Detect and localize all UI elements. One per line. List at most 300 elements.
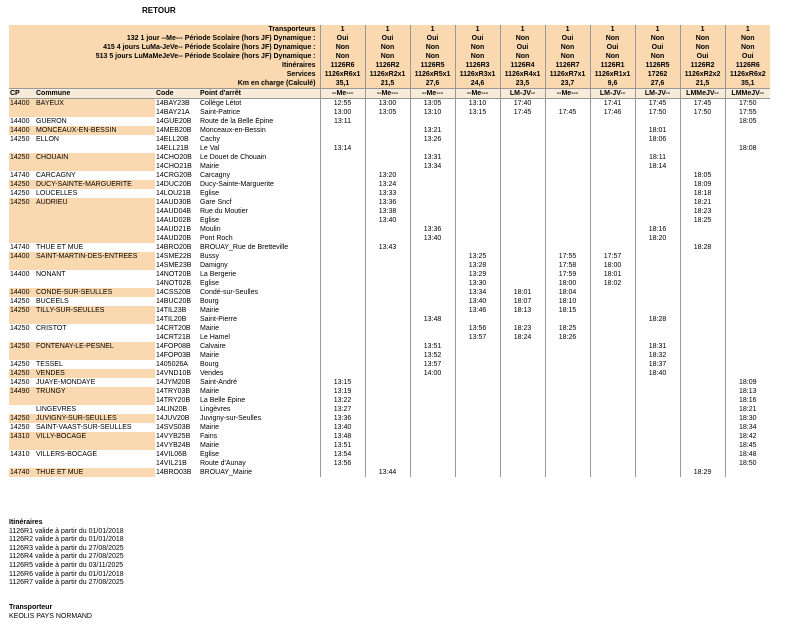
cell-time [455,216,500,225]
cell-commune: TILLY-SUR-SEULLES [35,306,155,315]
cell-code: 14CRT21B [156,333,191,341]
header-value: Non [320,52,365,61]
cell-time [410,459,455,468]
cell-time [410,450,455,459]
cell-time [590,423,635,432]
cell-time [725,135,770,144]
header-value: 1 [680,25,725,34]
cell-code: 14VIL06B [156,450,187,458]
cell-time [590,297,635,306]
table-row [9,180,770,189]
cell-time [590,342,635,351]
cell-time [320,135,365,144]
header-value: Non [365,43,410,52]
cell-time [320,324,365,333]
cell-time [680,306,725,315]
cell-code: 14CHO21B [156,162,192,170]
cell-time [680,450,725,459]
cell-time: 18:42 [725,432,770,441]
table-row [9,333,770,342]
cell-time [500,270,545,279]
cell-time: 18:05 [680,171,725,180]
cell-time: 18:48 [725,450,770,459]
cell-time [500,252,545,261]
cell-time [455,387,500,396]
cell-code: 14LOU21B [156,189,191,197]
cell-time [725,162,770,171]
cell-time [545,351,590,360]
cell-time: 18:13 [725,387,770,396]
cell-time [545,315,590,324]
cell-time: 13:25 [455,252,500,261]
cell-cp: 14400 [9,252,35,261]
header-value: 1126xR5x1 [410,70,455,79]
cell-cp: 14250 [9,306,35,315]
table-row [9,387,770,396]
cell-stop: Bourg [200,297,219,305]
header-value: 1126xR6x1 [320,70,365,79]
cell-time [635,441,680,450]
cell-time [680,387,725,396]
cell-time: 18:10 [545,297,590,306]
cell-cp: 14400 [9,288,35,297]
cell-time: 13:21 [410,126,455,135]
cell-time [590,162,635,171]
cell-time [725,369,770,378]
cell-commune [35,459,155,468]
header-value: 9,6 [590,79,635,89]
header-value: Non [500,34,545,43]
cell-time: 13:34 [410,162,455,171]
cell-stop: Mairie [200,306,220,314]
cell-stop: Saint-André [200,378,237,386]
cell-stop: Le Douet de Chouain [200,153,267,161]
cell-time [635,423,680,432]
cell-time [500,468,545,477]
cell-time [635,414,680,423]
cell-time [590,288,635,297]
cell-time [410,297,455,306]
cell-time [725,288,770,297]
cell-commune: LINGEVRES [36,405,77,413]
cell-time: 18:05 [725,117,770,126]
cell-commune: BUCEELS [36,297,69,305]
column-days: --Me--- [410,89,455,99]
cell-time [320,306,365,315]
cell-time: 13:24 [365,180,410,189]
cell-time: 18:24 [500,333,545,342]
table-row [9,234,770,243]
cell-time [320,270,365,279]
cell-time [410,144,455,153]
cell-time [365,450,410,459]
header-value: Non [590,34,635,43]
header-value: Non [410,43,455,52]
cell-time [725,234,770,243]
cell-cp: 14400 [10,270,30,278]
cell-stop: Cachy [200,135,220,143]
cell-stop: Juvigny-sur-Seulles [200,414,262,422]
cell-time [635,450,680,459]
cell-commune: CHOUAIN [35,153,155,162]
cell-commune: VENDES [35,369,155,378]
cell-cp: 14400 [9,99,35,109]
header-value: 1 [365,25,410,34]
cell-time: 13:40 [410,234,455,243]
header-value: Oui [455,34,500,43]
cell-time: 13:56 [455,324,500,333]
cell-time [725,252,770,261]
cell-time [320,279,365,288]
cell-time: 18:37 [635,360,680,369]
cell-commune [35,351,155,360]
cell-time [365,261,410,270]
cell-time: 18:15 [545,306,590,315]
cell-code: 14AUD02B [156,216,192,224]
itineraires-list [9,528,124,588]
cell-time [680,153,725,162]
cell-time [500,351,545,360]
cell-time [365,441,410,450]
cell-time [365,153,410,162]
cell-time [500,396,545,405]
cell-time [455,423,500,432]
cell-cp: 14250 [10,297,30,305]
cell-time: 18:01 [500,288,545,297]
cell-commune: JUAYE-MONDAYE [36,378,96,386]
cell-time [410,216,455,225]
cell-cp [9,108,35,117]
cell-cp: 14250 [9,198,35,207]
cell-time [500,234,545,243]
cell-stop: Lingèvres [200,405,231,413]
cell-time [500,387,545,396]
cell-time [545,450,590,459]
cell-time: 18:25 [545,324,590,333]
cell-time [455,225,500,234]
header-label: Itinéraires [9,61,320,70]
cell-stop: Saint-Patrice [200,108,241,116]
column-stop: Point d'arrêt [199,89,320,99]
cell-time [455,369,500,378]
table-row [9,198,770,207]
cell-time [365,351,410,360]
header-value: 1 [455,25,500,34]
cell-time [500,126,545,135]
table-row [9,360,770,369]
header-value: 1126xR1x1 [590,70,635,79]
table-row [9,306,770,315]
cell-time [680,126,725,135]
cell-commune: NONANT [36,270,66,278]
cell-cp: 14310 [9,432,35,441]
cell-cp: 14740 [10,171,30,179]
cell-time [365,432,410,441]
cell-time [365,405,410,414]
cell-cp: 14310 [10,450,30,458]
cell-cp: 14250 [9,369,35,378]
cell-time [635,387,680,396]
itineraire-item: 1126R7 valide à partir du 27/08/2025 [9,579,124,587]
cell-time [725,180,770,189]
cell-time [680,225,725,234]
cell-code: 1405026A [156,360,188,368]
cell-time: 18:00 [590,261,635,270]
header-value: Non [455,52,500,61]
cell-time [545,360,590,369]
cell-time: 18:09 [680,180,725,189]
cell-time [410,288,455,297]
cell-time: 14:00 [410,369,455,378]
cell-time [725,153,770,162]
cell-time [545,216,590,225]
cell-cp: 14490 [9,387,35,396]
cell-time [635,207,680,216]
cell-time [545,171,590,180]
cell-code: 14NOT02B [156,279,192,287]
cell-time [410,414,455,423]
cell-time: 17:45 [545,108,590,117]
cell-time: 18:08 [725,144,770,153]
header-value: 21,5 [680,79,725,89]
table-row [9,468,770,477]
cell-time [590,459,635,468]
cell-time [635,270,680,279]
cell-code: 14BAY23B [156,99,190,107]
cell-commune [35,333,155,342]
cell-time: 13:52 [410,351,455,360]
cell-cp [9,441,35,450]
cell-time [500,279,545,288]
header-value: Non [545,43,590,52]
cell-time [500,315,545,324]
cell-time: 17:45 [635,99,680,109]
cell-commune: VILLY-BOCAGE [35,432,155,441]
cell-time: 18:40 [635,369,680,378]
cell-time [590,171,635,180]
cell-time [590,450,635,459]
cell-time [320,243,365,252]
cell-time [500,450,545,459]
cell-time [680,369,725,378]
cell-time [365,270,410,279]
header-value: 1126R5 [410,61,455,70]
header-value: Non [410,52,455,61]
cell-time [545,225,590,234]
cell-time [545,387,590,396]
cell-time [590,378,635,387]
header-value: 1126xR2x2 [680,70,725,79]
cell-time [365,117,410,126]
table-row [9,432,770,441]
cell-time [680,279,725,288]
cell-time [590,360,635,369]
cell-time [455,180,500,189]
cell-time [365,135,410,144]
itineraire-item: 1126R3 valide à partir du 27/08/2025 [9,544,124,552]
cell-time [320,333,365,342]
header-value: 1126xR4x1 [500,70,545,79]
cell-time: 18:14 [635,162,680,171]
cell-time: 13:22 [320,396,365,405]
cell-time [365,387,410,396]
cell-time [635,378,680,387]
cell-time: 17:59 [545,270,590,279]
cell-time [725,243,770,252]
cell-commune: CARCAGNY [36,171,76,179]
cell-cp: 14250 [9,414,35,423]
cell-time [455,162,500,171]
cell-time [590,234,635,243]
itineraire-item: 1126R5 valide à partir du 03/11/2025 [9,561,124,569]
table-row [9,441,770,450]
cell-code: 14ELL21B [156,144,189,152]
cell-time [635,144,680,153]
cell-time [365,288,410,297]
header-value: 1 [500,25,545,34]
cell-stop: Saint-Pierre [200,315,237,323]
cell-time [455,396,500,405]
cell-code: 14TIL20B [156,315,187,323]
itineraire-item: 1126R4 valide à partir du 27/08/2025 [9,553,124,561]
cell-cp: 14400 [10,117,30,125]
cell-time: 18:45 [725,441,770,450]
header-row [9,52,770,61]
cell-time [680,351,725,360]
header-value: 1126R5 [635,61,680,70]
cell-time [545,153,590,162]
cell-time: 18:28 [680,243,725,252]
cell-time [410,333,455,342]
header-value: Non [725,34,770,43]
cell-time [545,468,590,477]
cell-time [500,342,545,351]
header-row [9,34,770,43]
cell-time [410,252,455,261]
cell-commune [35,315,155,324]
cell-code: 14AUD21B [156,225,192,233]
cell-cp [9,315,35,324]
transporteur-notes [9,604,92,621]
table-row [9,279,770,288]
cell-time: 17:50 [635,108,680,117]
cell-time: 13:46 [455,306,500,315]
cell-time [590,225,635,234]
cell-code: 14VYB24B [156,441,191,449]
cell-time [590,189,635,198]
cell-stop: Vendes [200,369,224,377]
cell-stop: Eglise [200,279,220,287]
cell-code: 14AUD04B [156,207,192,215]
cell-time [725,297,770,306]
cell-cp: 14250 [10,324,30,332]
cell-time [365,414,410,423]
cell-time: 18:06 [635,135,680,144]
cell-time [500,405,545,414]
cell-time: 13:51 [410,342,455,351]
cell-time [320,342,365,351]
itineraire-item: 1126R2 valide à partir du 01/01/2018 [9,536,124,544]
cell-time [410,270,455,279]
header-value: 21,5 [365,79,410,89]
cell-time: 18:13 [500,306,545,315]
table-row [9,225,770,234]
header-value: 1126xR6x2 [725,70,770,79]
cell-time: 13:57 [410,360,455,369]
header-value: Non [680,43,725,52]
header-value: 1126R6 [725,61,770,70]
cell-time [725,198,770,207]
cell-time [320,171,365,180]
cell-time [680,459,725,468]
header-value: 1126xR3x1 [455,70,500,79]
cell-time [410,279,455,288]
cell-time [680,135,725,144]
header-value: 23,7 [545,79,590,89]
cell-code: 14CRT20B [156,324,191,332]
cell-commune: THUE ET MUE [36,243,84,251]
cell-time [500,459,545,468]
cell-stop: Le Hamel [200,333,230,341]
cell-time [680,162,725,171]
cell-time [410,261,455,270]
cell-time [365,234,410,243]
header-value: Oui [725,52,770,61]
cell-time [365,306,410,315]
table-row [9,189,770,198]
cell-cp: 14740 [9,468,35,477]
cell-time [680,396,725,405]
cell-time: 18:28 [635,315,680,324]
cell-time [410,207,455,216]
cell-time: 18:16 [635,225,680,234]
cell-time [590,405,635,414]
cell-time [455,342,500,351]
cell-time [365,378,410,387]
cell-time [455,441,500,450]
cell-stop: Pont Roch [200,234,233,242]
cell-time [455,207,500,216]
cell-time [590,324,635,333]
header-value: 1126R6 [320,61,365,70]
cell-time [680,423,725,432]
cell-time [680,270,725,279]
cell-time: 13:33 [365,189,410,198]
cell-time [455,378,500,387]
cell-commune: FONTENAY-LE-PESNEL [35,342,155,351]
cell-time [590,153,635,162]
cell-time [455,351,500,360]
cell-cp [9,333,35,342]
cell-time [725,351,770,360]
cell-time [320,207,365,216]
cell-time [500,243,545,252]
header-value: Oui [365,34,410,43]
header-row [9,70,770,79]
cell-time [410,171,455,180]
cell-time [635,117,680,126]
cell-time [680,144,725,153]
cell-time [635,297,680,306]
cell-stop: Bussy [200,252,220,260]
header-value: Non [590,52,635,61]
cell-time: 13:00 [365,99,410,109]
cell-time: 18:04 [545,288,590,297]
cell-time [500,216,545,225]
cell-time [725,342,770,351]
cell-stop: La Bergerie [200,270,237,278]
cell-time [590,387,635,396]
